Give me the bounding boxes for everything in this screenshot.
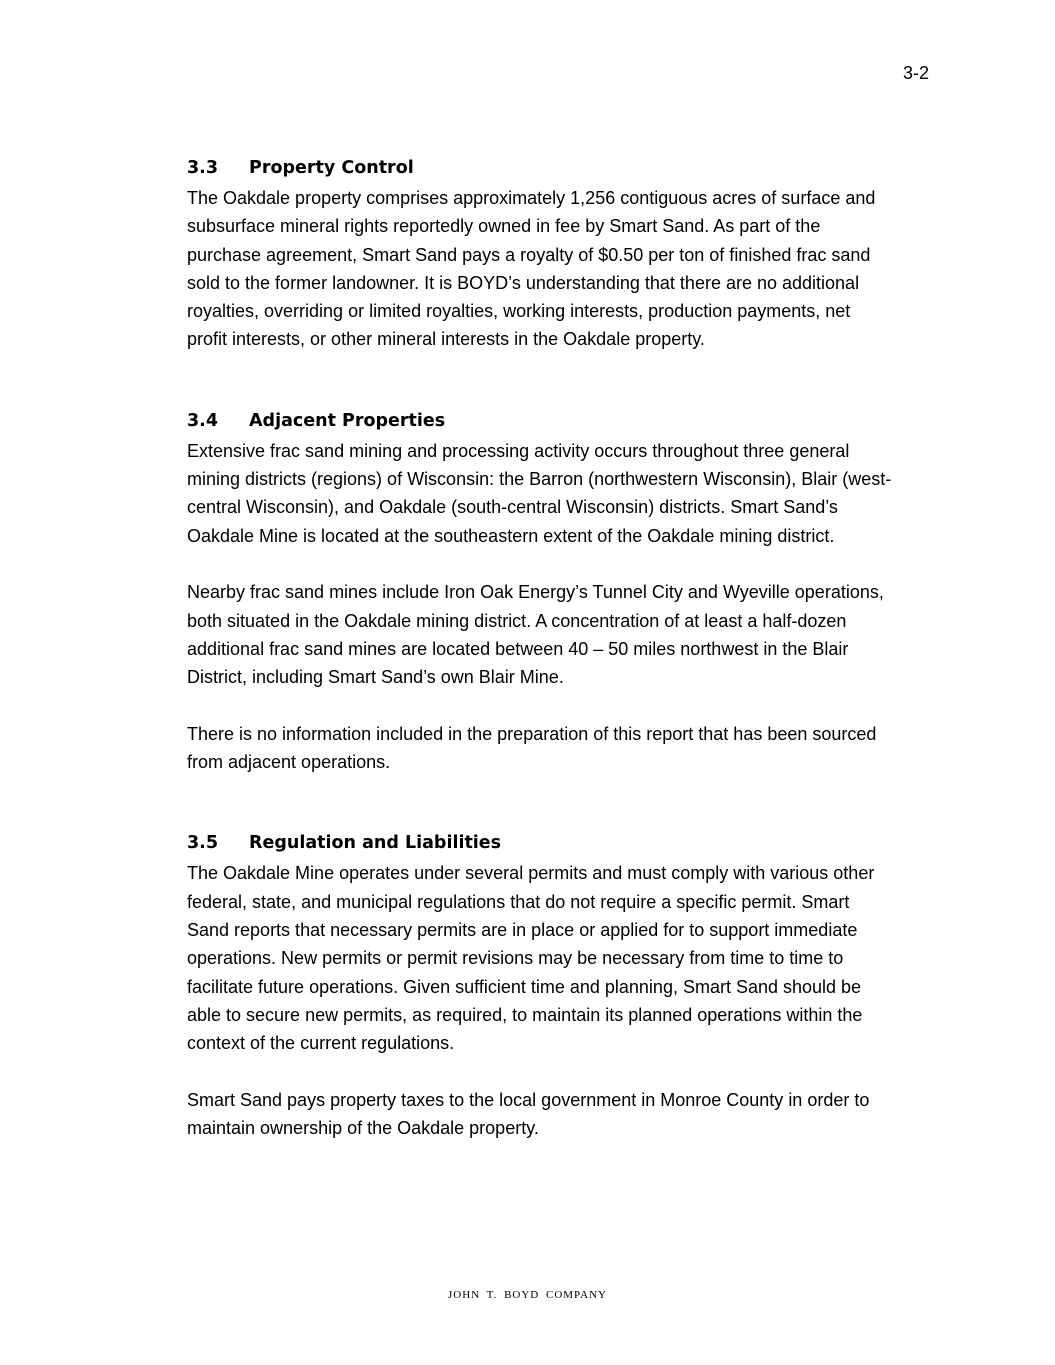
- section-heading: [187, 408, 942, 434]
- section-regulation-and-liabilities: [187, 830, 942, 1142]
- section-number: 3.4: [187, 410, 219, 431]
- section-adjacent-properties: [187, 408, 942, 777]
- paragraph: Extensive frac sand mining and processing activity occurs throughout three general mining districts (regions) of Wisconsin: the Barron (northwestern Wisconsin), Blair (west- central Wisconsin), and Oakdale (south-central Wisconsin) districts. Smart Sand’s Oakdale Mine is located at the southeastern extent of the Oakdale mining district.: [187, 440, 892, 546]
- section-property-control: [187, 155, 942, 354]
- section-title: Adjacent Properties: [249, 410, 446, 431]
- section-title: Regulation and Liabilities: [249, 833, 502, 854]
- section-number: 3.3: [187, 158, 219, 178]
- paragraph: The Oakdale Mine operates under several permits and must comply with various other federal, state, and municipal regulations that do not require a specific permit. Smart Sand reports that necessary permits are in place or applied for to support immediate operations. New permits or permit revisions may be necessary from time to time to facilitate future operations. Given sufficient time and planning, Smart Sand should be able to secure new permits, as required, to maintain its planned operations within the context of the current regulations.: [187, 863, 875, 1054]
- section-heading: [187, 830, 942, 856]
- document-body: [187, 155, 942, 1142]
- paragraph: Nearby frac sand mines include Iron Oak Energy’s Tunnel City and Wyeville operations, both situated in the Oakdale mining district. A concentration of at least a half-dozen additional frac sand mines are located between 40 – 50 miles northwest in the Blair District, including Smart Sand’s own Blair Mine.: [187, 582, 884, 688]
- section-number: 3.5: [187, 833, 219, 854]
- section-heading: [187, 155, 942, 181]
- section-title: Property Control: [249, 158, 414, 178]
- paragraph: Smart Sand pays property taxes to the local government in Monroe County in order to maintain ownership of the Oakdale property.: [187, 1089, 870, 1139]
- company-footer: JOHN T. BOYD COMPANY: [448, 1289, 607, 1301]
- paragraph: There is no information included in the preparation of this report that has been sourced from adjacent operations.: [187, 723, 877, 773]
- paragraph: The Oakdale property comprises approximately 1,256 contiguous acres of surface and subsurface mineral rights reportedly owned in fee by Smart Sand. As part of the purchase agreement, Smart Sand pays a royalty of $0.50 per ton of finished frac sand sold to the former landowner. It is BOYD’s understanding that there are no additional royalties, overriding or limited royalties, working interests, production payments, net profit interests, or other mineral interests in the Oakdale property.: [187, 188, 876, 350]
- page-number: 3-2: [903, 63, 930, 83]
